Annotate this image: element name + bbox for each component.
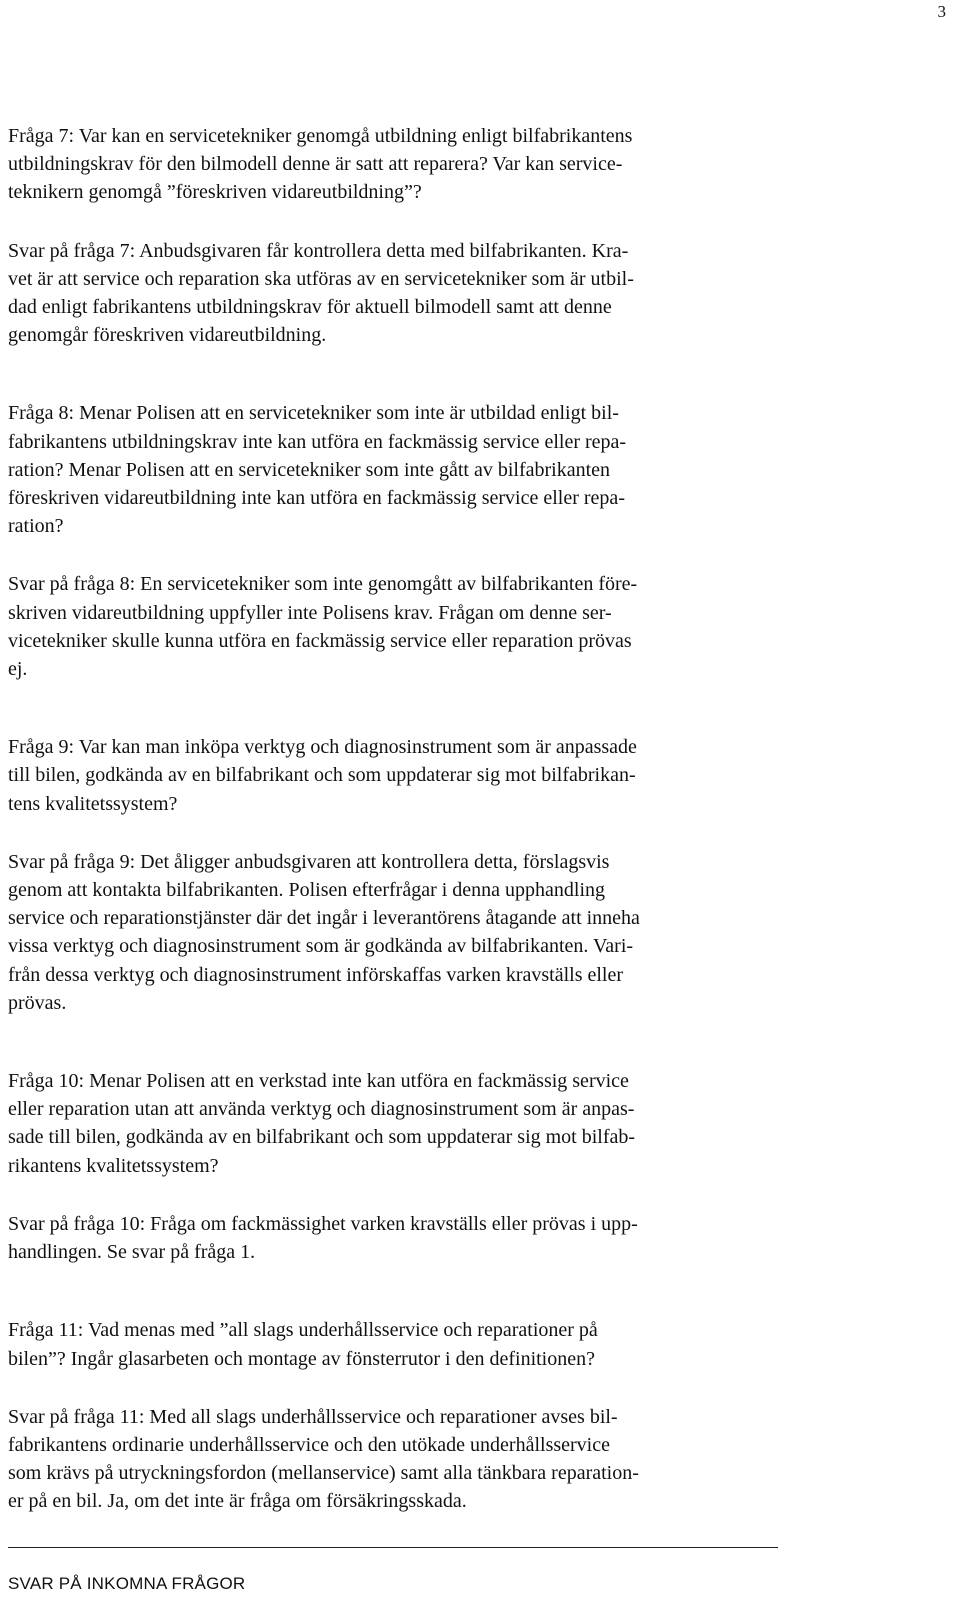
answer-10: Svar på fråga 10: Fråga om fackmässighet varken kravställs eller prövas i upp- handlingen. Se svar på fråga 1.: [8, 1212, 638, 1264]
question-9: Fråga 9: Var kan man inköpa verktyg och diagnosinstrument som är anpassade till bilen, godkända av en bilfabrikant och som uppdaterar sig mot bilfabrikan- tens kvalitetssystem?: [8, 736, 637, 815]
answer-9: Svar på fråga 9: Det åligger anbudsgivaren att kontrollera detta, förslagsvis genom att kontakta bilfabrikanten. Polisen efterfrågar i denna upphandling service och reparationstjänster där det ingår i leverantörens åtagande att inneha vissa verktyg och diagnosinstrument som är godkända av bilfabrikanten. Vari- från dessa verktyg och diagnosinstrument införskaffas varken kravställs eller prövas.: [8, 850, 640, 1014]
question-7: Fråga 7: Var kan en servicetekniker genomgå utbildning enligt bilfabrikantens utbildningskrav för den bilmodell denne är satt att reparera? Var kan service- teknikern genomgå ”föreskriven vidareutbildning”?: [8, 125, 633, 204]
answer-8: Svar på fråga 8: En servicetekniker som inte genomgått av bilfabrikanten före- skriven vidareutbildning uppfyller inte Polisens krav. Frågan om denne ser- vicetekniker skulle kunna utföra en fackmässig service eller reparation prövas ej.: [8, 573, 638, 681]
paragraph-spacer: [8, 1180, 778, 1210]
paragraph-spacer: [8, 207, 778, 237]
answer-11: Svar på fråga 11: Med all slags underhållsservice och reparationer avses bil- fabrikantens ordinarie underhållsservice och den utökade underhållsservice som krävs på utryckningsfordon (mellanservice) samt alla tänkbara reparation- er på en bil. Ja, om det inte är fråga om försäkringsskada.: [8, 1405, 639, 1513]
answer-7: Svar på fråga 7: Anbudsgivaren får kontrollera detta med bilfabrikanten. Kra- vet är att service och reparation ska utföras av en servicetekniker som är utbil- dad enligt fabrikantens utbildningskrav för aktuell bilmodell samt att denne genomgår föreskriven vidareutbildning.: [8, 239, 634, 347]
paragraph-spacer: [8, 540, 778, 570]
footer-divider: [8, 1547, 778, 1548]
question-11: Fråga 11: Vad menas med ”all slags underhållsservice och reparationer på bilen”? Ingår glasarbeten och montage av fönsterrutor i den definitionen?: [8, 1319, 598, 1370]
page-number: 3: [937, 2, 946, 21]
question-8: Fråga 8: Menar Polisen att en servicetekniker som inte är utbildad enligt bil- fabrikantens utbildningskrav inte kan utföra en fackmässig service eller repa- ration? Menar Polisen att en servicetekniker som inte gått av bilfabrikanten föreskriven vidareutbildning inte kan utföra en fackmässig service eller repa- ration?: [8, 402, 627, 538]
section-spacer: [8, 1266, 778, 1316]
section-spacer: [8, 349, 778, 399]
question-10: Fråga 10: Menar Polisen att en verkstad inte kan utföra en fackmässig service eller reparation utan att använda verktyg och diagnosinstrument som är anpas- sade till bilen, godkända av en bilfabrikant och som uppdaterar sig mot bilfab- rikantens kvalitetssystem?: [8, 1070, 636, 1177]
paragraph-spacer: [8, 1373, 778, 1403]
document-body: [8, 122, 778, 1516]
paragraph-spacer: [8, 818, 778, 848]
section-spacer: [8, 1017, 778, 1067]
section-spacer: [8, 683, 778, 733]
footer-label: SVAR PÅ INKOMNA FRÅGOR: [8, 1574, 246, 1593]
